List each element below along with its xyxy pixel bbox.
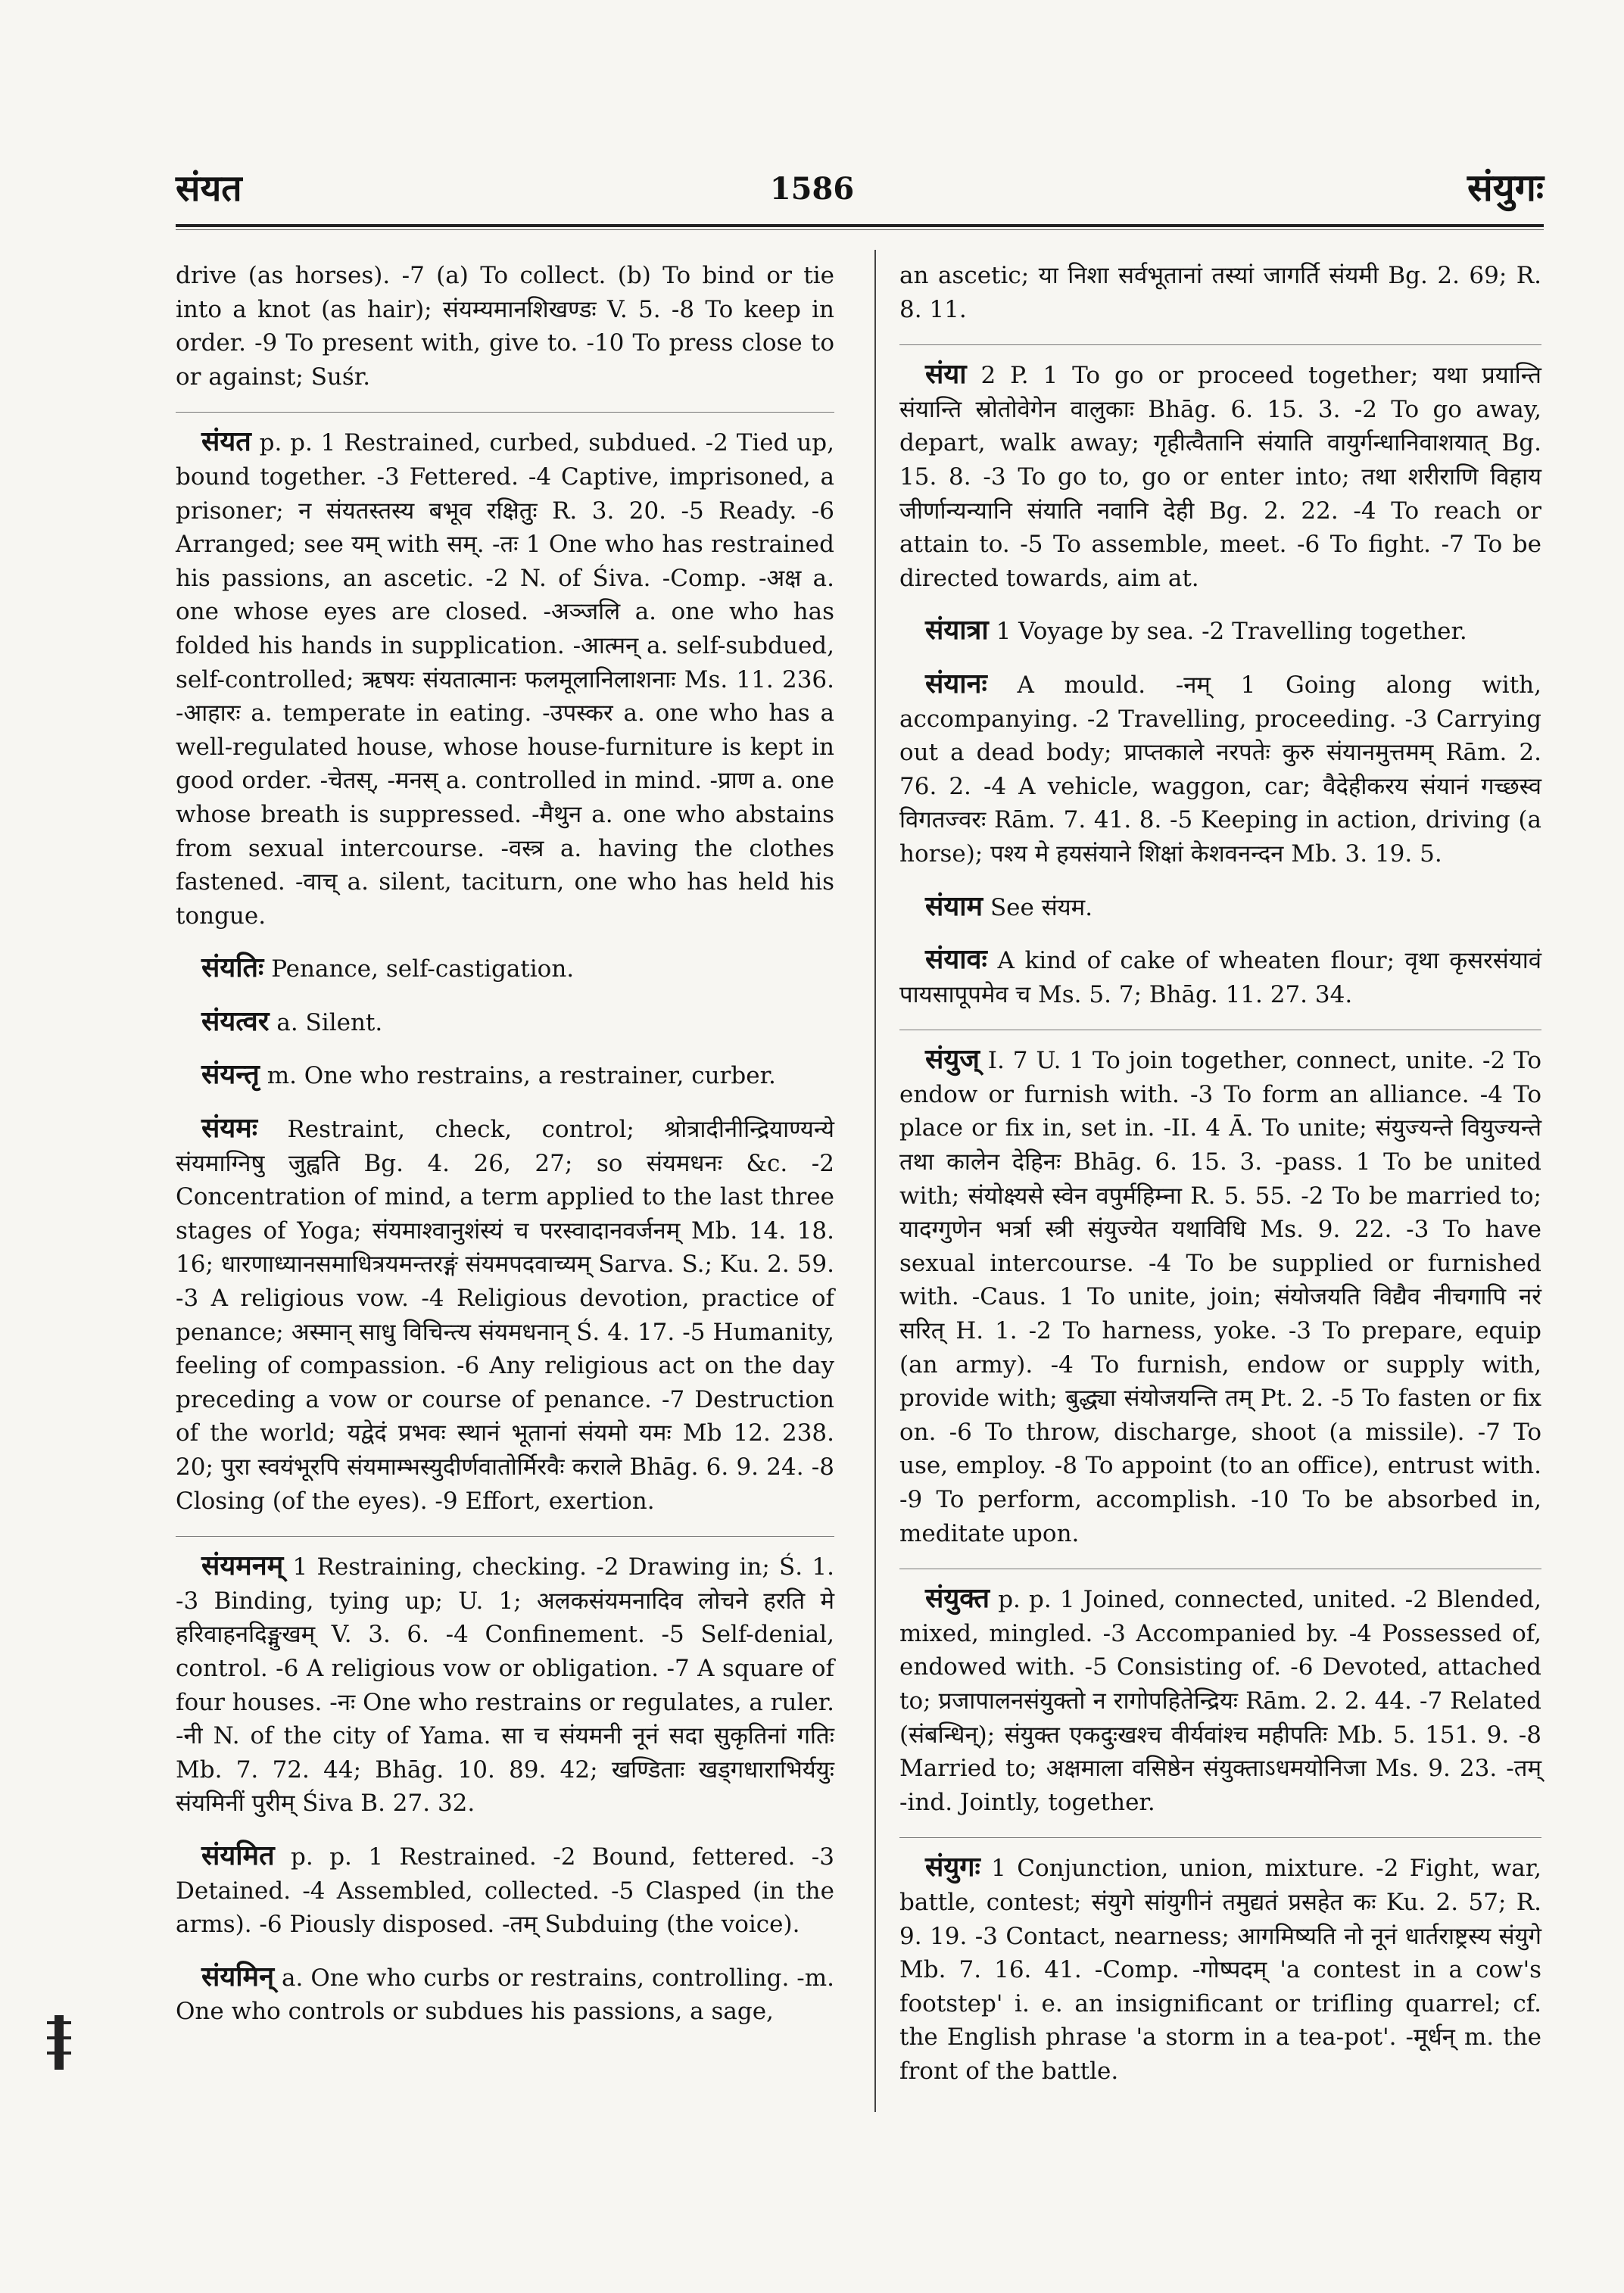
header-rule [176, 224, 1544, 227]
dictionary-entry [176, 951, 834, 986]
entry-text: m. One who restrains, a restrainer, curber. [267, 1062, 776, 1090]
entry-text: 2 P. 1 To go or proceed together; यथा प्रयान्ति संयान्ति स्रोतोवेगेन वालुकाः Bhāg. 6. 15. 3. -2 To go away, depart, walk away; गृहीत्वैतानि संयाति वायुर्गन्धानिवाशयात् Bg. 15. 8. -3 To go to, go or enter into; तथा शरीराणि विहाय जीर्णान्यन्यानि संयाति नवानि देही Bg. 2. 22. -4 To reach or attain to. -5 To assemble, meet. -6 To fight. -7 To be directed towards, aim at. [899, 362, 1541, 592]
entry-headword: संयुक्त [925, 1582, 990, 1615]
dictionary-entry [176, 1058, 834, 1093]
entry-headword: संयानः [925, 667, 987, 699]
entry-text: Penance, self-castigation. [271, 955, 575, 983]
entry-text: See संयम. [990, 893, 1093, 921]
entry-headword: संयात्रा [925, 614, 989, 646]
entry-text: A kind of cake of wheaten flour; वृथा कृसरसंयावं पायसापूपमेव च Ms. 5. 7; Bhāg. 11. 27. 34. [899, 947, 1542, 1008]
entry-text: A mould. -नम् 1 Going along with, accompanying. -2 Travelling, proceeding. -3 Carrying out a dead body; प्राप्तकाले नरपतेः कुरु संयानमुत्तमम् Rām. 2. 76. 2. -4 A vehicle, waggon, car; वैदेहीकरय संयानं गच्छस्व विगतज्वरः Rām. 7. 41. 8. -5 Keeping in action, driving (a horse); पश्य मे हयसंयाने शिक्षां केशवनन्दन Mb. 3. 19. 5. [899, 671, 1541, 868]
entry-text: 1 Conjunction, union, mixture. -2 Fight, war, battle, contest; संयुगे सांयुगीनं तमुद्यतं प्रसहेत कः Ku. 2. 57; R. 9. 19. -3 Contact, nearness; आगमिष्यति नो नूनं धार्तराष्ट्रस्य संयुगे Mb. 7. 16. 41. -Comp. -गोष्पदम् 'a contest in a cow's footstep' i. e. an insignificant or trifling quarrel; cf. the English phrase 'a storm in a tea-pot'. -मूर्धन् m. the front of the battle. [899, 1855, 1541, 2085]
entry-headword: संयमित [201, 1839, 275, 1871]
entry-headword: संया [925, 358, 967, 391]
entry-text: a. One who curbs or restrains, controlling. -m. One who controls or subdues his passions, a sage, [176, 1964, 835, 2026]
entry-text: p. p. 1 Restrained. -2 Bound, fettered. -3 Detained. -4 Assembled, collected. -5 Clasped (in the arms). -6 Piously disposed. -तम् Subduing (the voice). [176, 1843, 834, 1939]
running-head-left: संयत [176, 167, 242, 210]
dictionary-entry [176, 1839, 834, 1942]
left-column [176, 257, 834, 2047]
entry-text: 1 Restraining, checking. -2 Drawing in; Ś. 1. -3 Binding, tying up; U. 1; अलकसंयमनादिव लोचने हरति मे हरिवाहनदिङ्मुखम् V. 3. 6. -4 Confinement. -5 Self-denial, control. -6 A religious vow or obligation. -7 A square of four houses. -नः One who restrains or regulates, a ruler. -नी N. of the city of Yama. सा च संयमनी नूनं सदा सुकृतिनां गतिः Mb. 7. 72. 44; Bhāg. 10. 89. 42; खण्डिताः खड्गधाराभिर्ययुः संयमिनीं पुरीम् Śiva B. 27. 32. [176, 1553, 835, 1818]
dictionary-entry [176, 1005, 834, 1040]
entry-text: I. 7 U. 1 To join together, connect, unite. -2 To endow or furnish with. -3 To form an alliance. -4 To place or fix in, set in. -II. 4 Ā. To unite; संयुज्यन्ते वियुज्यन्ते तथा कालेन देहिनः Bhāg. 6. 15. 3. -pass. 1 To be united with; संयोक्ष्यसे स्वेन वपुर्महिम्ना R. 5. 55. -2 To be married to; यादग्गुणेन भर्त्रा स्त्री संयुज्येत यथाविधि Ms. 9. 22. -3 To have sexual intercourse. -4 To be supplied or furnished with. -Caus. 1 To unite, join; संयोजयति विद्यैव नीचगापि नरं सरित् H. 1. -2 To harness, yoke. -3 To prepare, equip (an army). -4 To furnish, endow or supply with, provide with; बुद्ध्या संयोजयन्ति तम् Pt. 2. -5 To fasten or fix on. -6 To throw, discharge, shoot (a missile). -7 To use, employ. -8 To appoint (to an office), entrust with. -9 To perform, accomplish. -10 To be absorbed in, meditate upon. [899, 1047, 1542, 1547]
entry-text: p. p. 1 Restrained, curbed, subdued. -2 Tied up, bound together. -3 Fettered. -4 Captive, imprisoned, a prisoner; न संयतस्तस्य बभूव रक्षितुः R. 3. 20. -5 Ready. -6 Arranged; see यम् with सम्. -तः 1 One who has restrained his passions, an ascetic. -2 N. of Śiva. -Comp. -अक्ष a. one whose eyes are closed. -अञ्जलि a. one who has folded his hands in supplication. -आत्मन् a. self-subdued, self-controlled; ऋषयः संयतात्मानः फलमूलानिलाशनाः Ms. 11. 236. -आहारः a. temperate in eating. -उपस्कर a. one who has a well-regulated house, whose house-furniture is kept in good order. -चेतस्, -मनस् a. controlled in mind. -प्राण a. one whose breath is suppressed. -मैथुन a. one who abstains from sexual intercourse. -वस्त्र a. having the clothes fastened. -वाच् a. silent, taciturn, one who has held his tongue. [176, 429, 834, 930]
entry-headword: संयाम [925, 889, 983, 922]
right-column [899, 257, 1541, 2107]
entry-headword: संयमनम् [201, 1550, 284, 1582]
entry-text: drive (as horses). -7 (a) To collect. (b) To bind or tie into a knot (as hair); संयम्यमानशिखण्डः V. 5. -8 To keep in order. -9 To present with, give to. -10 To press close to or against; Suśr. [176, 262, 835, 391]
dictionary-entry [899, 667, 1541, 871]
dictionary-entry [176, 1111, 834, 1518]
entry-headword: संयावः [925, 943, 987, 976]
dictionary-entry [899, 1837, 1541, 2088]
entry-headword: संयन्तृ [201, 1058, 260, 1091]
entry-text: an ascetic; या निशा सर्वभूतानां तस्यां जागर्ति संयमी Bg. 2. 69; R. 8. 11. [899, 262, 1541, 323]
running-head-right: संयुगः [1467, 165, 1544, 210]
dictionary-entry [176, 1960, 834, 2029]
header-rule-thin [176, 229, 1544, 230]
dictionary-entry [899, 889, 1541, 925]
dictionary-entry [899, 344, 1541, 595]
entry-headword: संयुगः [925, 1851, 980, 1883]
entry-headword: संयमः [201, 1112, 258, 1145]
dictionary-entry [899, 942, 1541, 1011]
dictionary-entry [899, 257, 1541, 326]
entry-headword: संयुज् [925, 1043, 980, 1076]
page-number: 1586 [769, 171, 855, 207]
binding-mark-icon [44, 2014, 74, 2071]
entry-headword: संयमिन् [201, 1960, 275, 1992]
dictionary-entry [899, 1569, 1541, 1819]
entry-text: a. Silent. [276, 1008, 383, 1036]
entry-text: Restraint, check, control; श्रोत्रादीनीन्द्रियाण्यन्ये संयमाग्निषु जुह्वति Bg. 4. 26, 27; so संयमधनः &c. -2 Concentration of mind, a term applied to the last three stages of Yoga; संयमाश्वानुशंस्यं च परस्वादानवर्जनम् Mb. 14. 18. 16; धारणाध्यानसमाधित्रयमन्तरङ्गं संयमपदवाच्यम् Sarva. S.; Ku. 2. 59. -3 A religious vow. -4 Religious devotion, practice of penance; अस्मान् साधु विचिन्त्य संयमधनान् Ś. 4. 17. -5 Humanity, feeling of compassion. -6 Any religious act on the day preceding a vow or course of penance. -7 Destruction of the world; यद्वेदं प्रभवः स्थानं भूतानां संयमो यमः Mb 12. 238. 20; पुरा स्वयंभूरपि संयमाम्भस्युदीर्णवातोर्मिरवैः कराले Bhāg. 6. 9. 24. -8 Closing (of the eyes). -9 Effort, exertion. [176, 1116, 834, 1515]
entry-text: p. p. 1 Joined, connected, united. -2 Blended, mixed, mingled. -3 Accompanied by. -4 Possessed of, endowed with. -5 Consisting of. -6 Devoted, attached to; प्रजापालनसंयुक्तो न रागोपहितेन्द्रियः Rām. 2. 2. 44. -7 Related (संबन्धिन्); संयुक्त एकदुःखश्च वीर्यवांश्च महीपतिः Mb. 5. 151. 9. -8 Married to; अक्षमाला वसिष्ठेन संयुक्ताऽधमयोनिजा Ms. 9. 23. -तम् -ind. Jointly, together. [899, 1586, 1541, 1816]
dictionary-entry [176, 412, 834, 933]
dictionary-entry [899, 1030, 1541, 1550]
column-divider [874, 250, 876, 2112]
dictionary-entry [176, 1536, 834, 1821]
entry-headword: संयतिः [201, 952, 264, 984]
entry-headword: संयत्वर [201, 1005, 270, 1037]
entry-text: 1 Voyage by sea. -2 Travelling together. [996, 618, 1467, 646]
dictionary-entry [176, 257, 834, 394]
entry-headword: संयत [201, 425, 251, 458]
dictionary-entry [899, 613, 1541, 649]
